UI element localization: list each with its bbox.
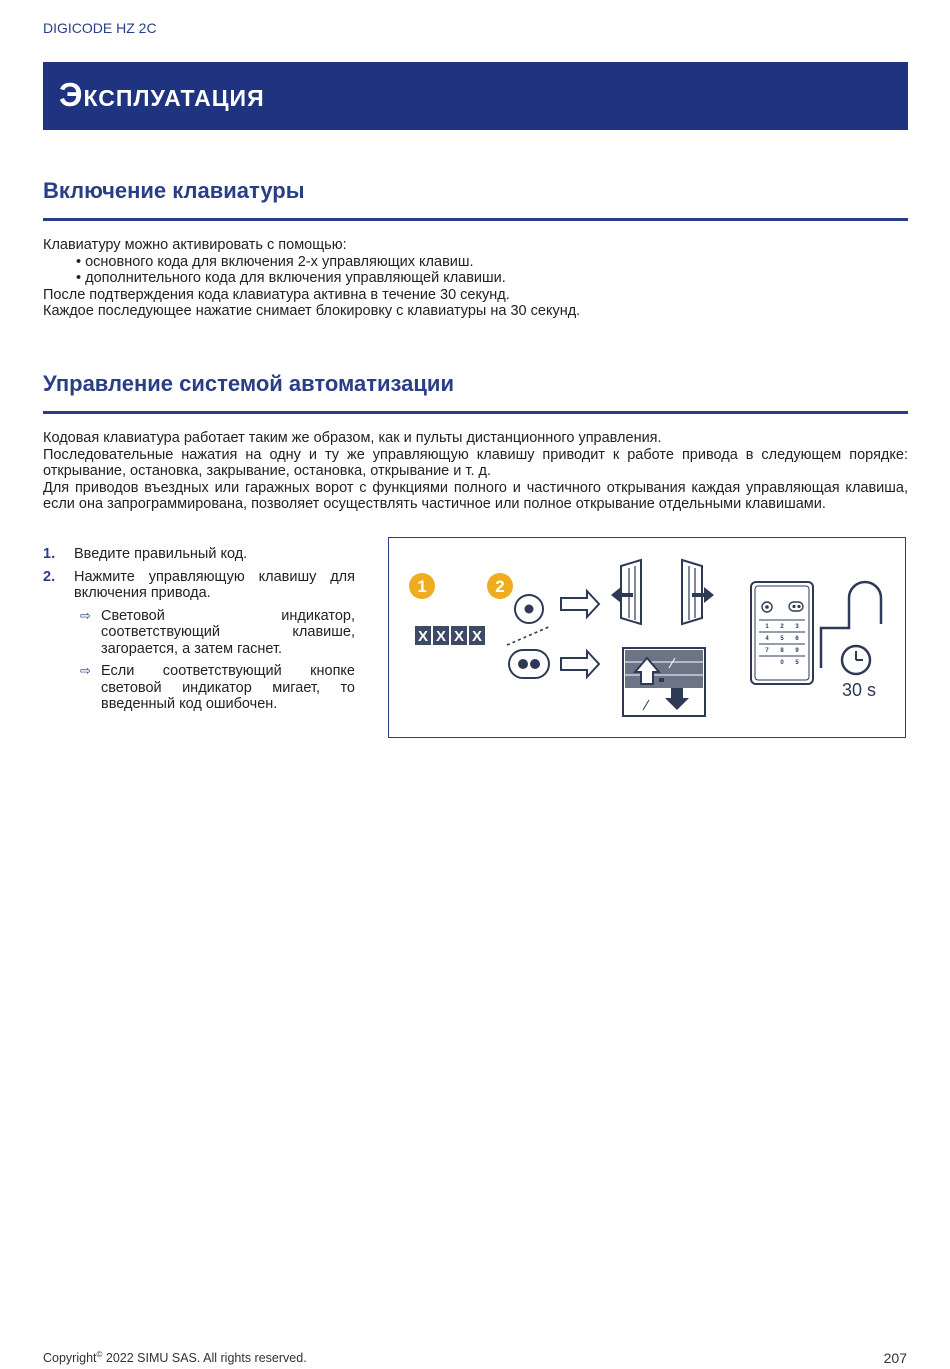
svg-text:2: 2 [780,624,784,630]
garage-door-icon [623,648,705,716]
svg-text:5: 5 [795,660,799,666]
substep-item [43,663,355,713]
svg-text:4: 4 [765,636,769,642]
page-number: 207 [883,1350,907,1366]
svg-text:2: 2 [495,577,505,596]
svg-text:X: X [471,628,483,645]
svg-text:8: 8 [780,648,784,654]
arrow-right-icon [561,651,599,677]
section-heading-automation-control: Управление системой автоматизации [43,371,454,396]
illustration-svg [389,538,907,739]
body-line: После подтверждения кода клавиатура активна в течение 30 секунд. [43,286,510,303]
paragraph: Последовательные нажатия на одну и ту же управляющую клавишу приводит к работе привода в следующем порядке: открывание, остановка, закрывание, остановка, открывание и т. д. [43,446,908,479]
arrow-right-icon: ⇨ [80,663,91,678]
step-text: Введите правильный код. [74,546,248,562]
step-item [43,569,355,602]
svg-text:1: 1 [765,624,769,630]
paragraph: Для приводов въездных или гаражных ворот с функциями полного и частичного открывания каждая управляющая клавиша, если она запрограммирована, позволяет осуществлять частичное или полное открывание отдельными клавишами. [43,479,908,512]
step-badge-2-icon [487,573,513,599]
svg-text:0: 0 [780,660,784,666]
substep-text: Световой индикатор, соответствующий клавише, загорается, а затем гаснет. [101,607,355,657]
step-number: 2. [43,568,56,585]
operation-illustration [388,537,906,738]
svg-text:6: 6 [795,636,799,642]
title-banner [43,62,908,130]
page-title: Эксплуатация [59,76,265,113]
step-number: 1. [43,546,56,562]
copyright-notice: Copyright© 2022 SIMU SAS. All rights reserved. [43,1350,307,1366]
svg-text:5: 5 [780,636,784,642]
bullet-item: • основного кода для включения 2-х управляющих клавиш. [76,253,474,270]
double-button-icon [509,650,549,678]
svg-text:3: 3 [795,624,799,630]
svg-text:X: X [435,628,447,645]
product-name: DIGICODE HZ 2C [43,20,157,36]
substep-text: Если соответствующий кнопке световой индикатор мигает, то введенный код ошибочен. [101,663,355,712]
arrow-right-icon: ⇨ [80,607,91,623]
gate-right-icon [682,560,714,624]
substep-item [43,608,355,658]
svg-text:9: 9 [795,648,799,654]
clock-icon [842,646,870,674]
arrow-right-icon [561,591,599,617]
step-item [43,546,355,563]
svg-text:X: X [453,628,465,645]
svg-text:X: X [417,628,429,645]
paragraph: Кодовая клавиатура работает таким же образом, как и пульты дистанционного управления. [43,430,662,446]
section1-body [43,237,908,320]
section2-body [43,430,908,513]
dashed-separator [507,626,551,645]
section-divider [43,218,908,221]
step-text: Нажмите управляющую клавишу для включения привода. [74,568,355,601]
instruction-steps [43,546,355,719]
single-button-icon [515,595,543,623]
gate-left-icon [611,560,641,624]
body-line: Каждое последующее нажатие снимает блокировку с клавиатуры на 30 секунд. [43,303,581,319]
timer-label: 30 s [841,680,877,700]
code-entry-icon [415,626,485,645]
svg-text:1: 1 [417,577,427,596]
intro-line: Клавиатуру можно активировать с помощью: [43,237,347,253]
step-badge-1-icon [409,573,435,599]
section-heading-keyboard-activation: Включение клавиатуры [43,178,305,203]
bullet-item: • дополнительного кода для включения управляющей клавиши. [76,270,506,286]
svg-text:7: 7 [765,648,769,654]
section-divider [43,411,908,414]
keypad-device-icon [751,582,813,684]
